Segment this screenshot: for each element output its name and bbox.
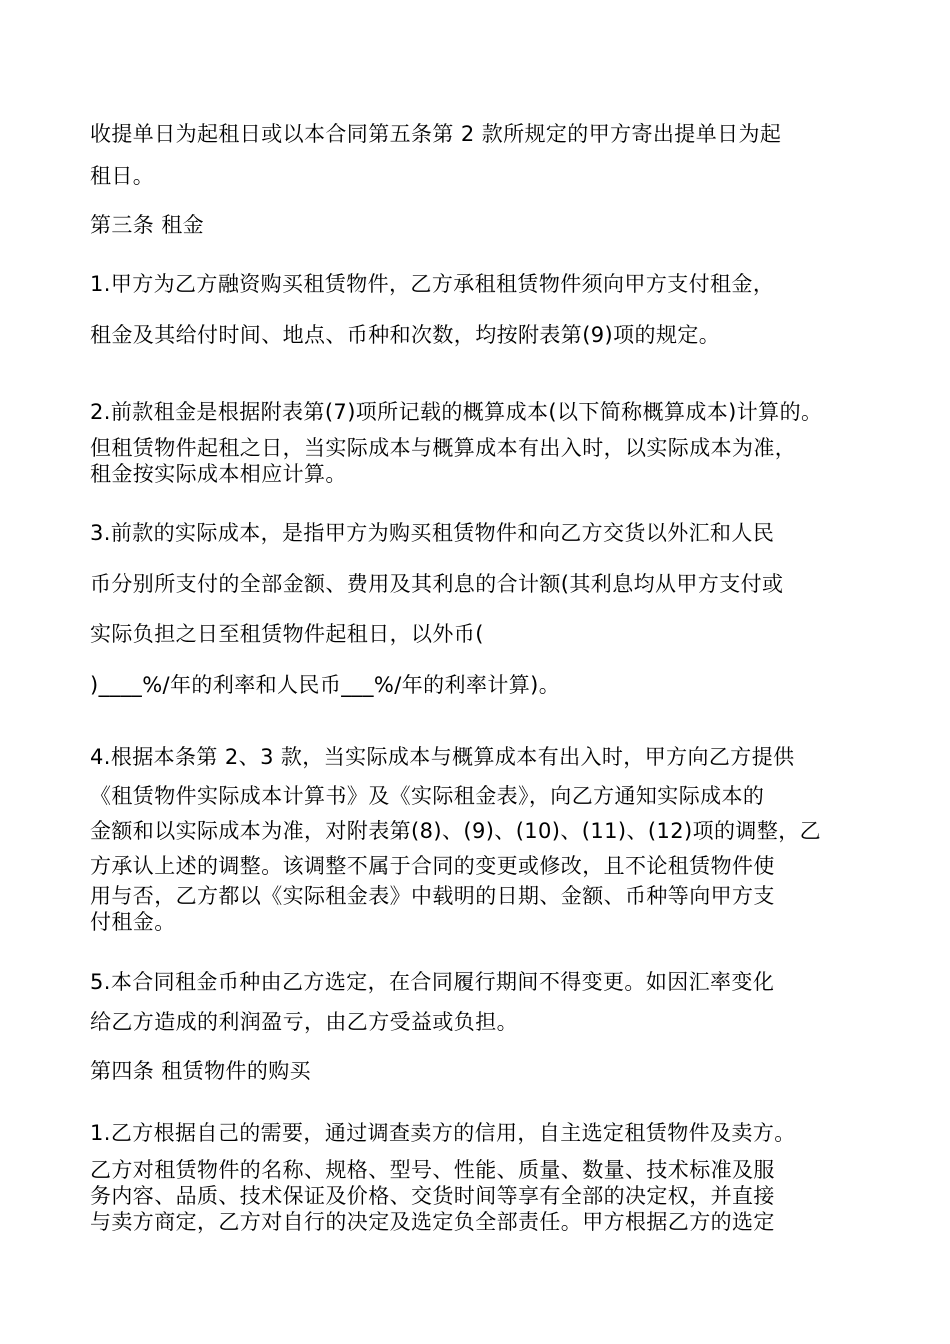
paragraph-line: 实际负担之日至租赁物件起租日，以外币( [90, 622, 484, 646]
paragraph-line: 5.本合同租金币种由乙方选定，在合同履行期间不得变更。如因汇率变化 [90, 970, 775, 994]
paragraph-line: 1.乙方根据自己的需要，通过调查卖方的信用，自主选定租赁物件及卖方。 [90, 1121, 796, 1145]
paragraph-line: 收提单日为起租日或以本合同第五条第 2 款所规定的甲方寄出提单日为起 [90, 122, 782, 146]
paragraph-line: 币分别所支付的全部金额、费用及其利息的合计额(其利息均从甲方支付或 [90, 572, 784, 596]
paragraph-line: 租日。 [90, 164, 155, 188]
paragraph-line: 租金按实际成本相应计算。 [90, 462, 347, 486]
paragraph-line: 务内容、品质、技术保证及价格、交货时间等享有全部的决定权，并直接 [90, 1184, 775, 1208]
paragraph-line: 付租金。 [90, 910, 176, 934]
paragraph-line: 给乙方造成的利润盈亏，由乙方受益或负担。 [90, 1010, 518, 1034]
paragraph-line: 与卖方商定，乙方对自行的决定及选定负全部责任。甲方根据乙方的选定 [90, 1210, 775, 1234]
paragraph-line: 但租赁物件起租之日，当实际成本与概算成本有出入时，以实际成本为准， [90, 436, 797, 460]
section-heading: 第四条 租赁物件的购买 [90, 1059, 312, 1083]
paragraph-line: 3.前款的实际成本，是指甲方为购买租赁物件和向乙方交货以外汇和人民 [90, 521, 775, 545]
paragraph-line: 用与否，乙方都以《实际租金表》中载明的日期、金额、币种等向甲方支 [90, 884, 775, 908]
paragraph-line: )____%/年的利率和人民币___%/年的利率计算)。 [90, 673, 561, 697]
paragraph-line: 4.根据本条第 2、3 款，当实际成本与概算成本有出入时，甲方向乙方提供 [90, 745, 795, 769]
paragraph-line: 乙方对租赁物件的名称、规格、型号、性能、质量、数量、技术标准及服 [90, 1158, 775, 1182]
section-heading: 第三条 租金 [90, 213, 205, 237]
paragraph-line: 《租赁物件实际成本计算书》及《实际租金表》，向乙方通知实际成本的 [90, 784, 765, 808]
paragraph-line: 金额和以实际成本为准，对附表第(8)、(9)、(10)、(11)、(12)项的调整，乙 [90, 819, 822, 843]
paragraph-line: 方承认上述的调整。该调整不属于合同的变更或修改，且不论租赁物件使 [90, 854, 775, 878]
paragraph-line: 2.前款租金是根据附表第(7)项所记载的概算成本(以下简称概算成本)计算的。 [90, 400, 823, 424]
paragraph-line: 租金及其给付时间、地点、币种和次数，均按附表第(9)项的规定。 [90, 323, 721, 347]
paragraph-line: 1.甲方为乙方融资购买租赁物件，乙方承租租赁物件须向甲方支付租金， [90, 272, 775, 296]
